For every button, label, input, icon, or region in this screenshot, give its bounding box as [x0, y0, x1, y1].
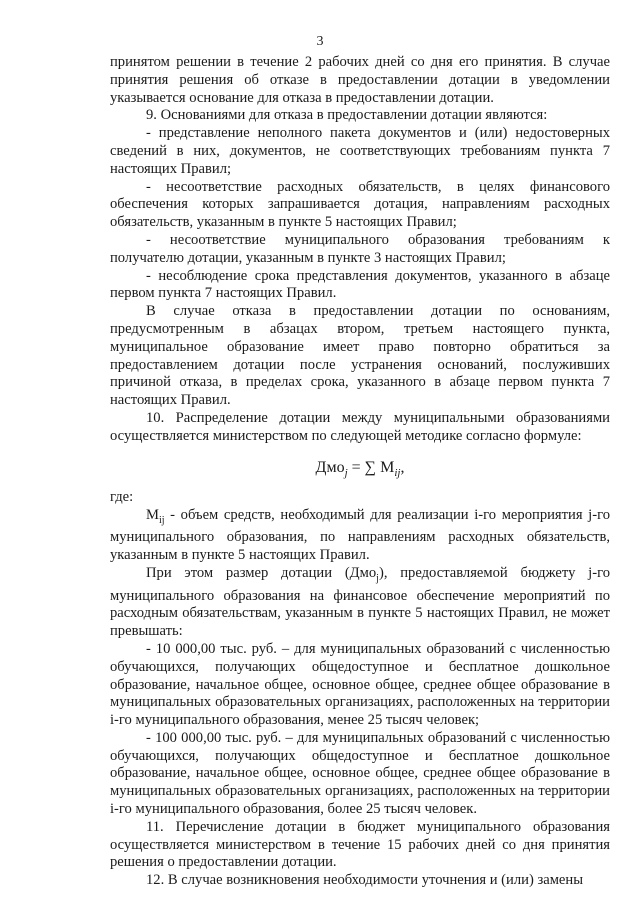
paragraph-item-12: 12. В случае возникновения необходимости уточнения и (или) замены	[146, 872, 584, 889]
paragraph-continuation: принятом решении в течение 2 рабочих дней со дня его принятия. В случае принятия решения об отказе в предоставлении дотации в уведомлении указывается основание для отказа в предоставлении дотации.	[110, 54, 610, 106]
paragraph-item-11: 11. Перечисление дотации в бюджет муниципального образования осуществляется министерством в течение 15 рабочих дней со дня принятия решения о предоставлении дотации.	[110, 818, 610, 871]
paragraph-item-9: 9. Основаниями для отказа в предоставлении дотации являются:	[146, 107, 548, 124]
paragraph-reason-2: - несоответствие расходных обязательств, в целях финансового обеспечения которых запрашивается дотация, направлениям расходных обязательств, указанным в пункте 5 настоящих Правил;	[110, 178, 610, 231]
dmo-before: При этом размер дотации (Дмо	[146, 564, 377, 581]
dmo-sub: j	[376, 572, 379, 584]
document-body	[110, 54, 610, 890]
formula-lhs-sub: j	[344, 466, 348, 479]
paragraph-refusal: В случае отказа в предоставлении дотации по основаниям, предусмотренным в абзацах втором, третьем настоящего пункта, муниципальное образование имеет право повторно обратиться за предоставлением дотации после устранения оснований, послуживших причиной отказа, в пределах срока, указанного в абзаце первом пункта 7 настоящих Правил.	[110, 303, 610, 409]
dmo-after: ), предоставляемой бюджету j-го муниципального образования на финансовое обеспечение мероприятий по расходным обязательствам, указанным в пункте 5 настоящих Правил, не может превышать:	[110, 564, 611, 640]
paragraph-reason-4: - несоблюдение срока представления документов, указанного в абзаце первом пункта 7 настоящих Правил.	[110, 267, 610, 302]
paragraph-reason-3: - несоответствие муниципального образования требованиям к получателю дотации, указанным в пункте 3 настоящих Правил;	[110, 231, 610, 266]
formula-tail: ,	[400, 458, 405, 476]
page-number: 3	[316, 34, 324, 49]
paragraph-reason-1: - представление неполного пакета документов и (или) недостоверных сведений в них, документов, не соответствующих требованиям пункта 7 настоящих Правил;	[110, 125, 610, 177]
mij-sub: ij	[158, 514, 165, 526]
paragraph-limit-1: - 10 000,00 тыс. руб. – для муниципальных образований с численностью обучающихся, получающих общедоступное и бесплатное дошкольное образование, начальное общее, основное общее, среднее общее образование в муниципальных образовательных организациях, расположенных на территории i-го муниципального образования, менее 25 тысяч человек;	[110, 640, 610, 729]
paragraph-mij	[110, 507, 610, 565]
where-label: где:	[110, 488, 134, 505]
formula-rhs-sub: ij	[394, 466, 401, 479]
formula-eq: = ∑ M	[347, 458, 395, 476]
paragraph-dmo-limit	[110, 565, 610, 641]
mij-symbol: M	[146, 506, 159, 523]
distribution-formula	[110, 458, 610, 483]
mij-text: - объем средств, необходимый для реализации i-го мероприятия j-го муниципального образования, по направлениям расходных обязательств, указанным в пункте 5 настоящих Правил.	[110, 506, 610, 564]
paragraph-limit-2: - 100 000,00 тыс. руб. – для муниципальных образований с численностью обучающихся, получающих общедоступное и бесплатное дошкольное образование, начальное общее, основное общее, среднее общее образование в муниципальных образовательных организациях, расположенных на территории i-го муниципального образования, более 25 тысяч человек.	[110, 729, 610, 818]
paragraph-item-10: 10. Распределение дотации между муниципальными образованиями осуществляется министерством по следующей методике согласно формуле:	[110, 409, 610, 444]
formula-lhs: Дмо	[315, 458, 345, 476]
